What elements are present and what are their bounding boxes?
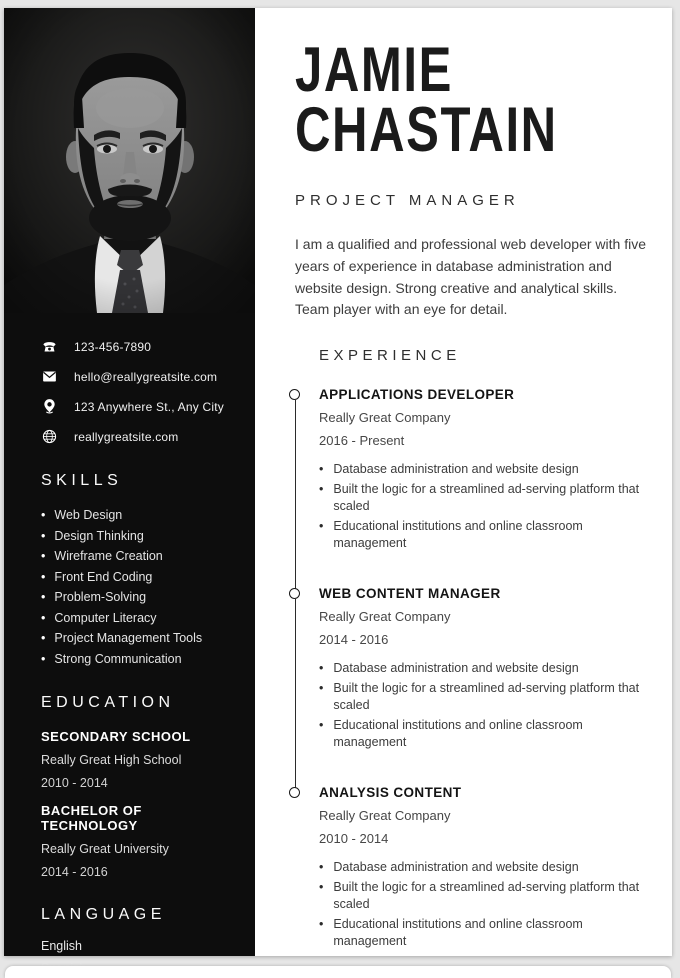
job-bullet-list [319,461,662,552]
job-bullet-list [319,859,662,950]
education-section [41,694,237,879]
school-name: Really Great High School [41,752,182,767]
skill-item [41,651,237,667]
contact-row-address [41,398,237,415]
job-company: Really Great Company [319,410,451,426]
bullet-dot: • [319,661,324,676]
language-heading: LANGUAGE [41,905,166,923]
job-bullet [319,879,662,913]
skill-item [41,610,237,626]
skills-heading: SKILLS [41,472,123,489]
degree-title: BACHELOR OF TECHNOLOGY [41,802,142,833]
school-name: Really Great University [41,841,169,856]
education-heading: EDUCATION [41,693,175,711]
bullet-label: Educational institutions and online classroom management [333,718,583,750]
experience-timeline [295,387,662,950]
profile-photo [4,8,255,313]
skill-label: Front End Coding [54,569,153,584]
bullet-dot: • [319,482,324,497]
contact-row-email [41,368,237,385]
job-bullet [319,717,662,751]
bullet-dot: • [41,569,46,584]
contact-row-website [41,428,237,445]
skill-label: Project Management Tools [54,631,203,645]
profile-summary: I am a qualified and professional web developer with five years of experience in database administration and website design. Strong creative and analytical skills. Team player with an eye for detail. [295,235,646,318]
bullet-dot: • [319,519,324,534]
skill-item [41,548,237,564]
job-dates: 2016 - Present [319,433,405,449]
skill-label: Computer Literacy [54,610,157,625]
bullet-dot: • [319,880,324,895]
bullet-dot: • [41,651,46,666]
language-item: English [41,938,82,953]
bullet-label: Educational institutions and online classroom management [333,519,583,551]
email-address: hello@reallygreatsite.com [74,369,218,384]
skill-item [41,569,237,585]
education-entry [41,803,237,879]
bullet-label: Database administration and website design [333,661,579,676]
skills-section [41,472,237,667]
job-company: Really Great Company [319,609,451,625]
candidate-name [295,35,581,166]
bullet-dot: • [319,718,324,733]
skill-label: Design Thinking [54,528,144,543]
name-last: CHASTAIN [295,95,558,166]
bullet-dot: • [41,508,46,522]
sidebar [4,8,255,956]
phone-number: 123-456-7890 [74,339,152,354]
bullet-dot: • [41,610,46,625]
bullet-dot: • [41,549,46,563]
job-bullet [319,518,662,552]
education-entry [41,729,237,790]
education-dates: 2014 - 2016 [41,864,108,879]
skill-item [41,589,237,605]
street-address: 123 Anywhere St., Any City [74,399,224,414]
job-bullet [319,481,662,515]
contact-section [41,338,237,445]
phone-icon [41,338,58,355]
education-dates: 2010 - 2014 [41,775,108,790]
degree-title: SECONDARY SCHOOL [41,728,191,744]
skill-item [41,630,237,646]
bullet-dot: • [41,528,46,543]
job-bullet [319,859,662,876]
bullet-dot: • [319,681,324,696]
job-title: ANALYSIS CONTENT [319,785,462,801]
bullet-label: Built the logic for a streamlined ad-serving platform that scaled [333,880,640,912]
skill-item [41,528,237,544]
next-page-edge [5,966,671,978]
sidebar-content [4,313,255,975]
bullet-label: Built the logic for a streamlined ad-serving platform that scaled [333,482,640,514]
name-first: JAMIE [295,35,453,105]
website-url: reallygreatsite.com [74,429,179,444]
experience-entry [319,586,662,751]
job-title: APPLICATIONS DEVELOPER [319,387,515,403]
email-icon [41,368,58,385]
skill-label: Wireframe Creation [54,549,163,563]
bullet-label: Database administration and website design [333,860,579,875]
job-company: Really Great Company [319,808,451,824]
experience-entry [319,387,662,552]
bullet-label: Educational institutions and online classroom management [333,917,583,949]
experience-entry [319,785,662,950]
job-dates: 2010 - 2014 [319,831,389,847]
bullet-label: Database administration and website design [333,462,579,477]
job-bullet [319,461,662,478]
location-icon [41,398,58,415]
globe-icon [41,428,58,445]
bullet-dot: • [41,631,46,645]
bullet-dot: • [41,590,46,604]
job-title: WEB CONTENT MANAGER [319,586,501,602]
skills-list [41,507,237,667]
skill-label: Web Design [54,508,123,522]
experience-heading: EXPERIENCE [319,347,461,365]
job-bullet [319,916,662,950]
skill-label: Problem-Solving [54,590,147,604]
bullet-label: Built the logic for a streamlined ad-serving platform that scaled [333,681,640,713]
bullet-dot: • [319,917,324,932]
job-bullet-list [319,660,662,751]
bullet-dot: • [319,462,324,477]
skill-label: Strong Communication [54,651,182,666]
language-section [41,906,237,975]
resume-page [4,8,672,956]
portrait-illustration [4,8,255,313]
job-bullet [319,680,662,714]
skill-item [41,507,237,523]
job-bullet [319,660,662,677]
job-dates: 2014 - 2016 [319,632,389,648]
bullet-dot: • [319,860,324,875]
candidate-job-title: PROJECT MANAGER [295,191,520,209]
contact-row-phone [41,338,237,355]
main-column [255,8,672,956]
